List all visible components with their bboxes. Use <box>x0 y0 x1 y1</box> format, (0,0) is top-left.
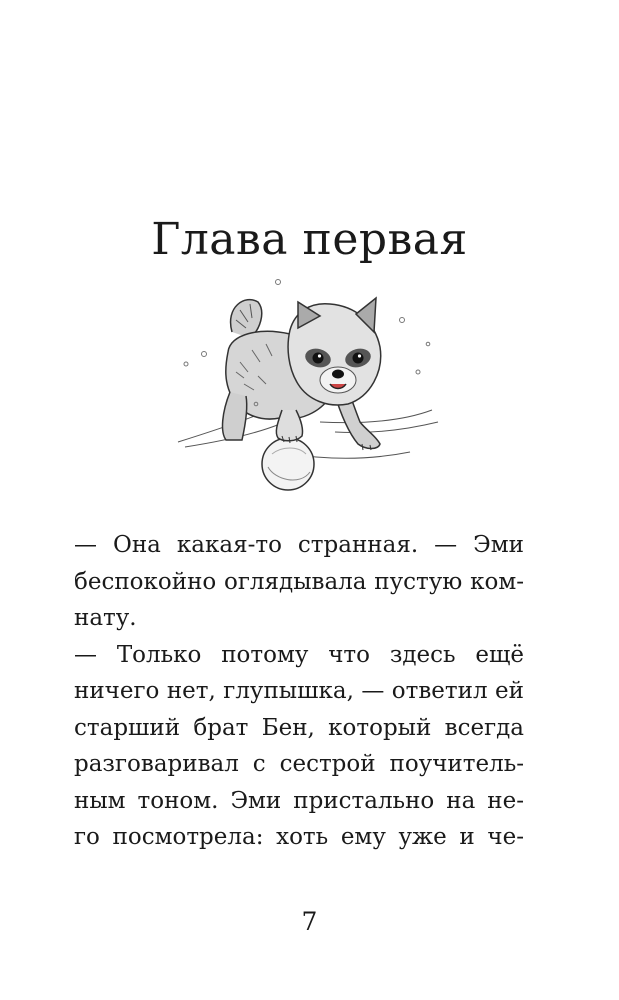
text-line: разговаривал с сестрой поучитель- <box>74 751 524 777</box>
text-line: — Только потому что здесь ещё <box>74 641 524 668</box>
text-line: го посмотрела: хоть ему уже и че- <box>74 824 524 850</box>
text-line: беспокойно оглядывала пустую ком- <box>74 568 524 595</box>
body-text <box>74 527 524 856</box>
text-line: нату. <box>74 605 137 631</box>
text-line: ным тоном. Эми пристально на не- <box>74 787 524 814</box>
text-line: — Она какая-то странная. — Эми <box>74 532 524 558</box>
puppy-icon <box>170 272 450 502</box>
chapter-title: Глава первая <box>151 214 468 265</box>
text-line: ничего нет, глупышка, — ответил ей <box>74 678 524 704</box>
puppy-illustration <box>170 272 450 502</box>
text-line: старший брат Бен, который всегда <box>74 714 524 741</box>
page-number: 7 <box>301 907 318 936</box>
